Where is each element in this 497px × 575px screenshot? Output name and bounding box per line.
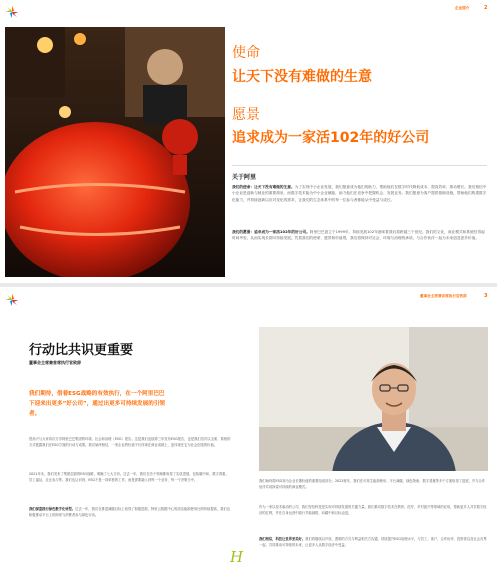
mission-headline: 让天下没有难做的生意 (232, 69, 372, 85)
vision-paragraph-body: 阿里巴巴创立于1999年，持续发展102年意味着我们将跨越三个世纪。我们的文化、商业模式和系统经得起时间考验，从而实现长期可持续发展。凭着我们的使命、愿景和价值观，我们将保持对社会、环境与治理的承诺，与合作伙伴一起为未来创造更多价值。 (232, 230, 485, 241)
left-paragraph-3 (29, 507, 232, 519)
report-page-2 (0, 0, 497, 283)
pull-quote: 我们期待，借着ESG战略的有效执行，在一个阿里巴巴下迎来出更多“好公司”，通过出更多可持续发展的引领者。 (29, 391, 166, 417)
alibaba-logo-icon (5, 293, 19, 307)
page-header: 企业简介 (455, 6, 470, 10)
page-title: 行动比共识更重要 (29, 343, 134, 358)
festival-photo (5, 27, 225, 277)
right-paragraph-3-body: 我们将继续以开放、透明的方式与利益相关方沟通，持续提升ESG治理水平，与员工、客户、合作伙伴、投资者以及社会各界一起，共同推动可持续的未来，让更多人从数字经济中受益。 (259, 537, 487, 547)
section-title: 关于阿里 (232, 174, 257, 181)
vision-headline: 追求成为一家活102年的好公司 (232, 130, 430, 146)
page-number: 2 (484, 5, 488, 11)
left-paragraph-1: 很高兴与大家再次分享阿里巴巴集团的环境、社会和治理（ESG）报告。这是我们连续第三年发布ESG报告，也是我们首次以全面、系统的方式披露我们在ESG方面的行动与成果。我们始终相信，一家企业的价值不仅体现在商业成就上，更体现在它为社会创造的价值。 (29, 437, 231, 447)
right-paragraph-1: 我们始终将ESG视为企业长期价值的重要组成部分。2022财年，我们在可再生能源使用、平台减碳、绿色物流、数字普惠等多个方面取得了进展，并与合作伙伴共同探索可持续的商业模式。 (259, 479, 486, 489)
mission-paragraph (232, 184, 488, 203)
signature: H (230, 548, 244, 566)
report-page-3 (0, 287, 497, 575)
left-paragraph-3-lead: 我们深度践行绿色数字化转型。 (29, 507, 76, 511)
divider (232, 165, 487, 166)
vision-kicker: 愿景 (232, 107, 260, 123)
mission-kicker: 使命 (232, 45, 260, 61)
chairman-portrait-photo (259, 327, 488, 471)
left-paragraph-2: 2021年末，我们发布了集团层面的ESG战略，明确了七大方向。过去一年，我们在各个领域都取得了实质进展，包括碳中和、数字普惠、员工福祉、社区参与等。我们也认识到，ESG不是一项单独的工作，而是需要融入到每一个业务、每一个决策当中。 (29, 472, 229, 482)
vision-paragraph-lead: 我们的愿景：追求成为一家活102年的好公司。 (232, 230, 310, 234)
left-paragraph-3-body: 过去一年，我们在推进减碳目标上取得了积极进展，阿里云数据中心的清洁能源使用比例持续提高，我们也积极推动平台上的商家与消费者参与绿色行动。 (29, 507, 231, 517)
vision-paragraph (232, 229, 488, 242)
right-paragraph-3-lead: 我们相信，科技让世界更美好。 (259, 537, 306, 541)
right-paragraph-3 (259, 537, 488, 549)
alibaba-logo-icon (5, 5, 19, 19)
page-header: 董事会主席兼首席执行官致辞 (420, 294, 467, 298)
page-subtitle: 董事会主席兼首席执行官致辞 (29, 360, 81, 365)
page-number: 3 (484, 293, 488, 299)
right-paragraph-2: 作为一家以技术驱动的公司，我们坚信科技是实现可持续发展的关键力量。我们推动数字技术在教育、医疗、乡村振兴等领域的应用，帮助更多人共享数字经济的红利，并在自身运营中践行节能减排，向碳中和目标迈进。 (259, 505, 487, 515)
mission-paragraph-body: 为了实现中小企业发展，我们愿意成为他们的助力，帮助他们在数字时代降低成本、提高效率、推动增长。我们相信中小企业是创新与就业的重要源泉，而数字技术能为中小企业赋能，助力他们在竞争中把握机会、发展业务。我们愿意为客户提供基础设施，帮助他们构建数字化能力，并持续创新以应对变化的需求，让我们的生态体系中的每一位参与者都能从中受益与成长。 (232, 185, 487, 202)
mission-paragraph-lead: 我们的使命：让天下没有难做的生意。 (232, 185, 295, 189)
